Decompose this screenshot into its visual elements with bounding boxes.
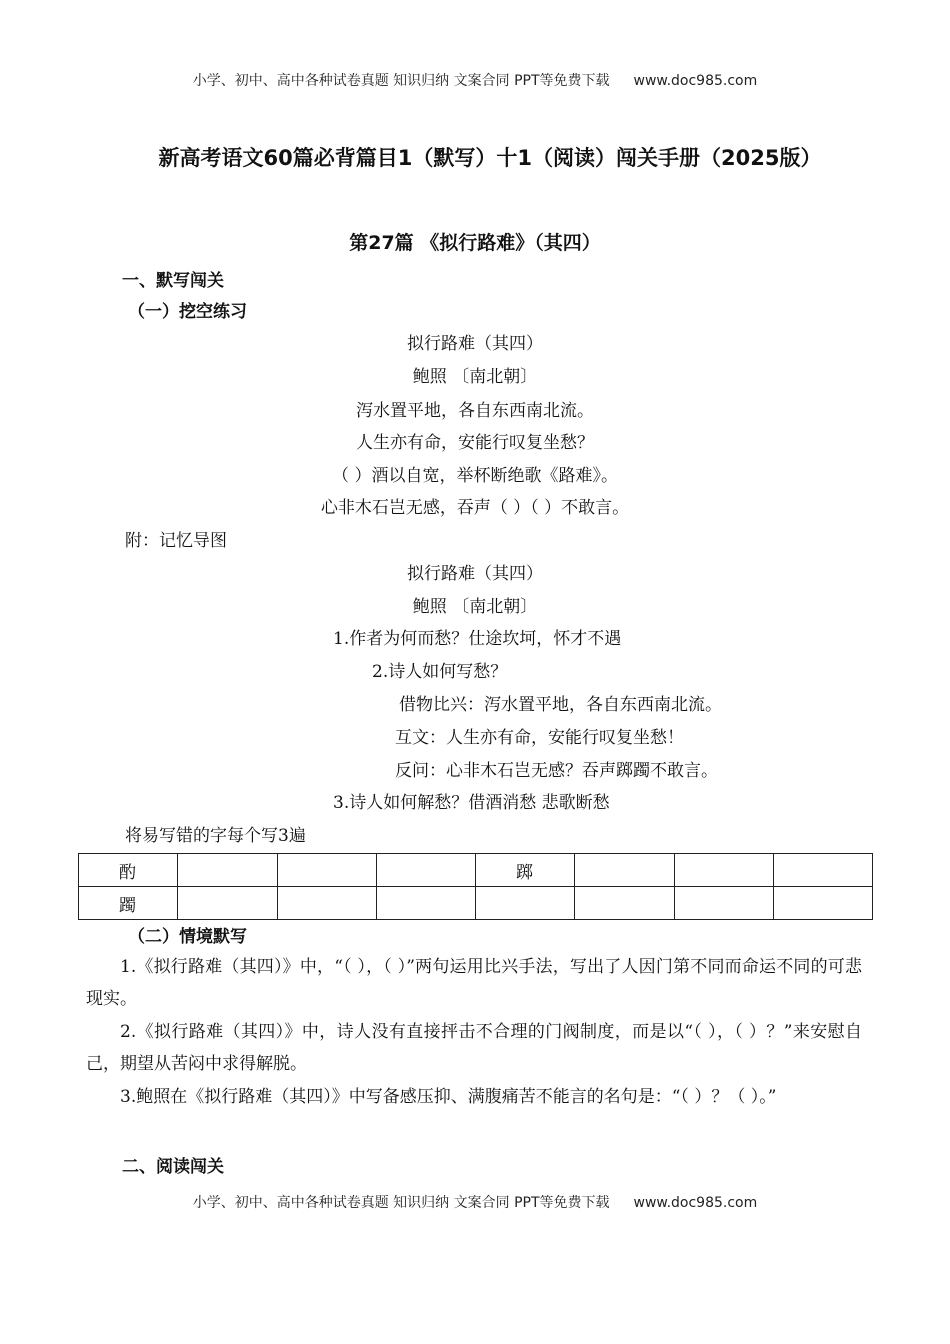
grid-cell[interactable] bbox=[277, 854, 376, 887]
footer-url[interactable]: www.doc985.com bbox=[633, 1195, 758, 1211]
grid-cell: 躅 bbox=[79, 887, 178, 920]
poem-line: 人生亦有命，安能行叹复坐愁？ bbox=[356, 433, 594, 453]
mindmap-item: 互文：人生亦有命，安能行叹复坐愁！ bbox=[395, 728, 684, 748]
question-2: 2.《拟行路难（其四）》中，诗人没有直接抨击不合理的门阀制度，而是以“（ ），（ ）？”来安慰自己，期望从苦闷中求得解脱。 bbox=[86, 1022, 862, 1074]
poem-line-blank: （ ）酒以自宽，举杯断绝歌《路难》。 bbox=[332, 466, 618, 486]
table-row bbox=[79, 854, 873, 887]
grid-cell[interactable] bbox=[674, 887, 773, 920]
page-header bbox=[0, 70, 950, 90]
question-1: 1.《拟行路难（其四）》中，“（ ），（ ）”两句运用比兴手法，写出了人因门第不同而命运不同的可悲现实。 bbox=[86, 957, 862, 1009]
grid-cell[interactable] bbox=[575, 854, 674, 887]
header-text: 小学、初中、高中各种试卷真题 知识归纳 文案合同 PPT等免费下载 bbox=[192, 73, 610, 89]
grid-cell[interactable] bbox=[773, 887, 872, 920]
poem-line-blank: 心非木石岂无感，吞声（ ）（ ）不敢言。 bbox=[320, 498, 630, 518]
mindmap-label: 附：记忆导图 bbox=[125, 531, 227, 551]
grid-cell: 酌 bbox=[79, 854, 178, 887]
header-url[interactable]: www.doc985.com bbox=[633, 73, 758, 89]
poem-title: 拟行路难（其四） bbox=[407, 334, 543, 354]
grid-cell: 踯 bbox=[476, 854, 575, 887]
grid-cell[interactable] bbox=[575, 887, 674, 920]
document-subtitle: 第27篇 《拟行路难》（其四） bbox=[349, 232, 601, 254]
question-3: 3.鲍照在《拟行路难（其四）》中写备感压抑、满腹痛苦不能言的名句是：“（ ）？（ ）。” bbox=[120, 1087, 777, 1107]
section2-heading: 二、阅读闯关 bbox=[122, 1157, 224, 1177]
grid-cell[interactable] bbox=[376, 854, 475, 887]
poem-author: 鲍照 〔南北朝〕 bbox=[412, 367, 538, 387]
grid-cell[interactable] bbox=[773, 854, 872, 887]
grid-cell[interactable] bbox=[376, 887, 475, 920]
mindmap-poem-title: 拟行路难（其四） bbox=[407, 564, 543, 584]
section1-heading: 一、默写闯关 bbox=[122, 271, 224, 291]
mindmap-question-1: 1.作者为何而愁？仕途坎坷，怀才不遇 bbox=[333, 629, 622, 649]
grid-cell[interactable] bbox=[178, 854, 277, 887]
part2-heading: （二）情境默写 bbox=[128, 927, 247, 947]
mindmap-author: 鲍照 〔南北朝〕 bbox=[412, 597, 538, 617]
footer-text: 小学、初中、高中各种试卷真题 知识归纳 文案合同 PPT等免费下载 bbox=[192, 1195, 610, 1211]
page-footer bbox=[0, 1192, 950, 1212]
poem-line: 泻水置平地，各自东西南北流。 bbox=[356, 401, 594, 421]
mindmap-item: 借物比兴：泻水置平地，各自东西南北流。 bbox=[399, 695, 722, 715]
document-title: 新高考语文60篇必背篇目1（默写）十1（阅读）闯关手册（2025版） bbox=[158, 146, 822, 170]
practice-label: 将易写错的字每个写3遍 bbox=[125, 826, 306, 846]
grid-cell[interactable] bbox=[674, 854, 773, 887]
mindmap-item: 反问：心非木石岂无感？吞声踯躅不敢言。 bbox=[395, 761, 718, 781]
practice-grid bbox=[78, 853, 873, 920]
grid-cell[interactable] bbox=[277, 887, 376, 920]
mindmap-question-2: 2.诗人如何写愁？ bbox=[372, 662, 508, 682]
mindmap-question-3: 3.诗人如何解愁？借酒消愁 悲歌断愁 bbox=[333, 793, 610, 813]
grid-cell[interactable] bbox=[476, 887, 575, 920]
part1-heading: （一）挖空练习 bbox=[128, 302, 247, 322]
table-row bbox=[79, 887, 873, 920]
grid-cell[interactable] bbox=[178, 887, 277, 920]
